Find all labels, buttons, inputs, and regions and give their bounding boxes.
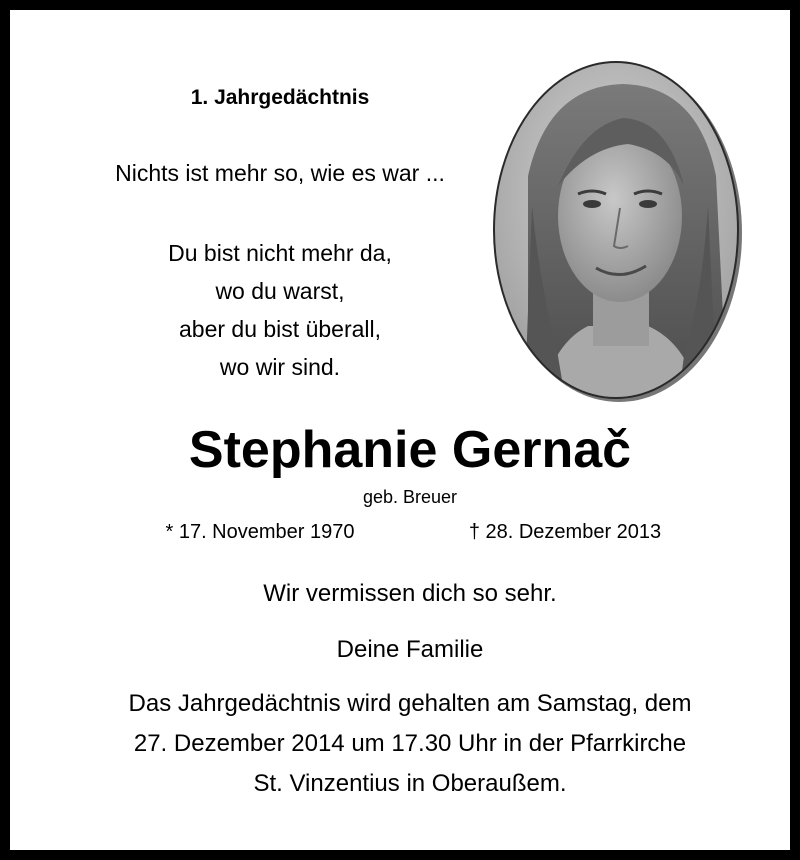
death-date: † 28. Dezember 2013	[468, 521, 662, 543]
service-info-line: St. Vinzentius in Oberaußem.	[253, 770, 567, 797]
service-info-line: 27. Dezember 2014 um 17.30 Uhr in der Pfarrkirche	[133, 730, 687, 757]
birth-name: geb. Breuer	[362, 487, 458, 507]
deceased-name: Stephanie Gernač	[188, 421, 632, 479]
service-info-line: Das Jahrgedächtnis wird gehalten am Samstag, dem	[128, 690, 692, 717]
poem-line: wo wir sind.	[219, 354, 341, 380]
memorial-message: Wir vermissen dich so sehr.	[263, 580, 557, 607]
family-signature: Deine Familie	[336, 636, 484, 663]
poem-line: aber du bist überall,	[178, 316, 381, 342]
motto-line: Nichts ist mehr so, wie es war ...	[115, 160, 445, 186]
poem-line: Du bist nicht mehr da,	[168, 240, 392, 266]
portrait-photo	[488, 56, 744, 404]
poem-line: wo du warst,	[215, 278, 345, 304]
birth-date: * 17. November 1970	[165, 521, 355, 543]
anniversary-heading: 1. Jahrgedächtnis	[190, 86, 370, 109]
